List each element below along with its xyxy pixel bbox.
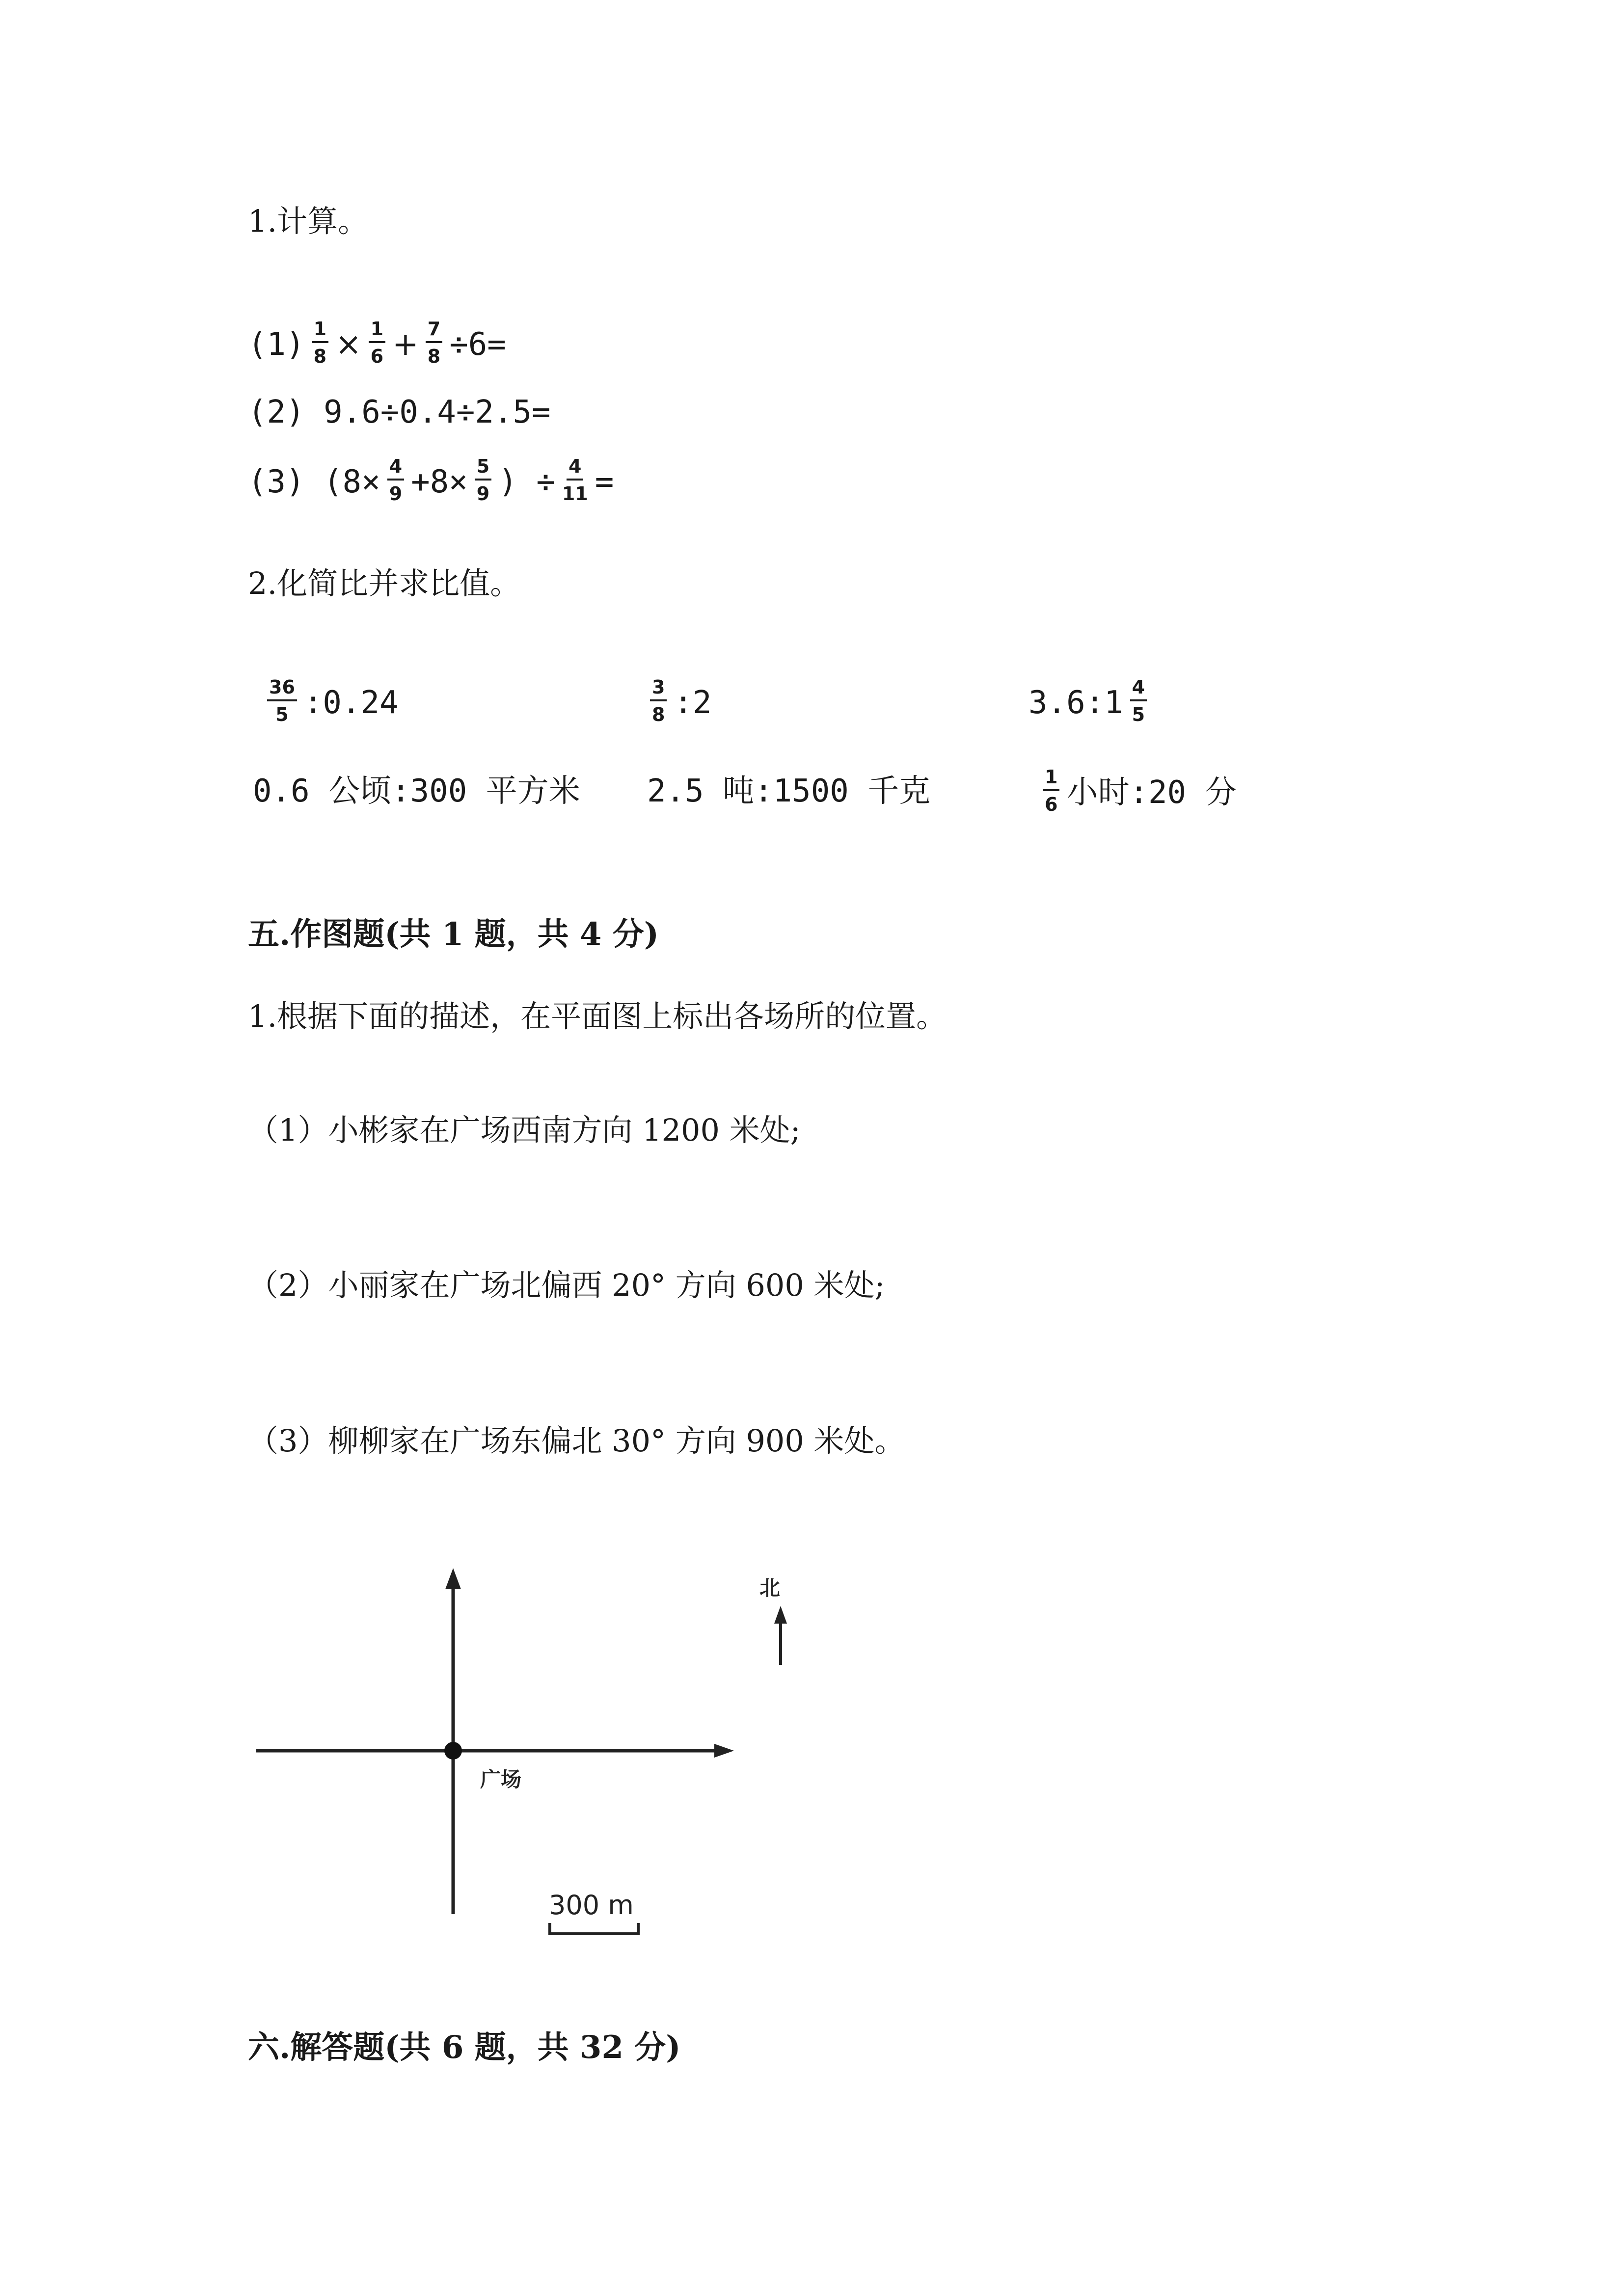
plaza-map-diagram: [245, 1561, 835, 1963]
horizontal-axis-arrow-icon: [714, 1744, 734, 1758]
ratio-text: 小时:20 分: [1066, 774, 1237, 811]
fraction: $\frac{1}{8}$: [312, 320, 328, 366]
calc-item-3: [248, 455, 614, 505]
item-label: (1): [248, 326, 305, 363]
draw-item-1: （1）小彬家在广场西南方向 1200 米处;: [248, 1112, 801, 1148]
expression-tail: ÷6=: [449, 326, 506, 363]
fraction: $\frac{5}{9}$: [475, 457, 491, 503]
ratio-text: :2: [674, 685, 712, 721]
fraction: $\frac{3}{8}$: [650, 678, 667, 724]
ratio-item: 2.5 吨:1500 千克: [647, 773, 931, 809]
ratio-item: [643, 676, 712, 726]
expression-close: ) ÷: [498, 464, 555, 500]
ratio-item: [260, 676, 399, 726]
section-5-question: 1.根据下面的描述，在平面图上标出各场所的位置。: [248, 998, 947, 1034]
operator: ×: [335, 326, 362, 363]
section-6-heading: 六.解答题(共 6 题，共 32 分): [248, 2029, 681, 2066]
fraction: $\frac{1}{6}$: [1043, 768, 1059, 814]
draw-item-2: （2）小丽家在广场北偏西 20° 方向 600 米处;: [248, 1267, 885, 1303]
draw-item-3: （3）柳柳家在广场东偏北 30° 方向 900 米处。: [248, 1423, 905, 1459]
scale-bar: [550, 1923, 638, 1934]
fraction: $\frac{4}{11}$: [562, 455, 588, 505]
scale-label: 300 m: [549, 1890, 634, 1921]
ratio-item: [1036, 766, 1237, 816]
north-label: 北: [759, 1576, 781, 1600]
ratio-text: :0.24: [303, 685, 399, 721]
fraction: $\frac{36}{5}$: [267, 678, 297, 724]
section-5-heading: 五.作图题(共 1 题，共 4 分): [248, 916, 659, 953]
fraction: $\frac{7}{8}$: [426, 320, 442, 366]
question-1-title: 1.计算。: [248, 203, 369, 239]
expression-mid: +8×: [411, 464, 468, 500]
north-arrow-icon: [774, 1606, 787, 1624]
fraction: $\frac{1}{6}$: [369, 320, 385, 366]
operator: +: [392, 326, 419, 363]
ratio-text: 3.6:1: [1029, 685, 1123, 721]
calc-item-1: [248, 318, 506, 368]
vertical-axis-arrow-icon: [445, 1568, 461, 1589]
ratio-item: 0.6 公顷:300 平方米: [253, 773, 580, 809]
ratio-item: [1029, 676, 1154, 726]
fraction: $\frac{4}{5}$: [1130, 678, 1147, 724]
expression-tail: =: [595, 464, 614, 500]
plaza-point: [444, 1742, 462, 1760]
expression-head: (3) (8×: [248, 464, 380, 500]
fraction: $\frac{4}{9}$: [387, 457, 404, 503]
calc-item-2: (2) 9.6÷0.4÷2.5=: [248, 394, 551, 430]
plaza-label: 广场: [480, 1767, 522, 1791]
question-2-title: 2.化简比并求比值。: [248, 565, 521, 601]
